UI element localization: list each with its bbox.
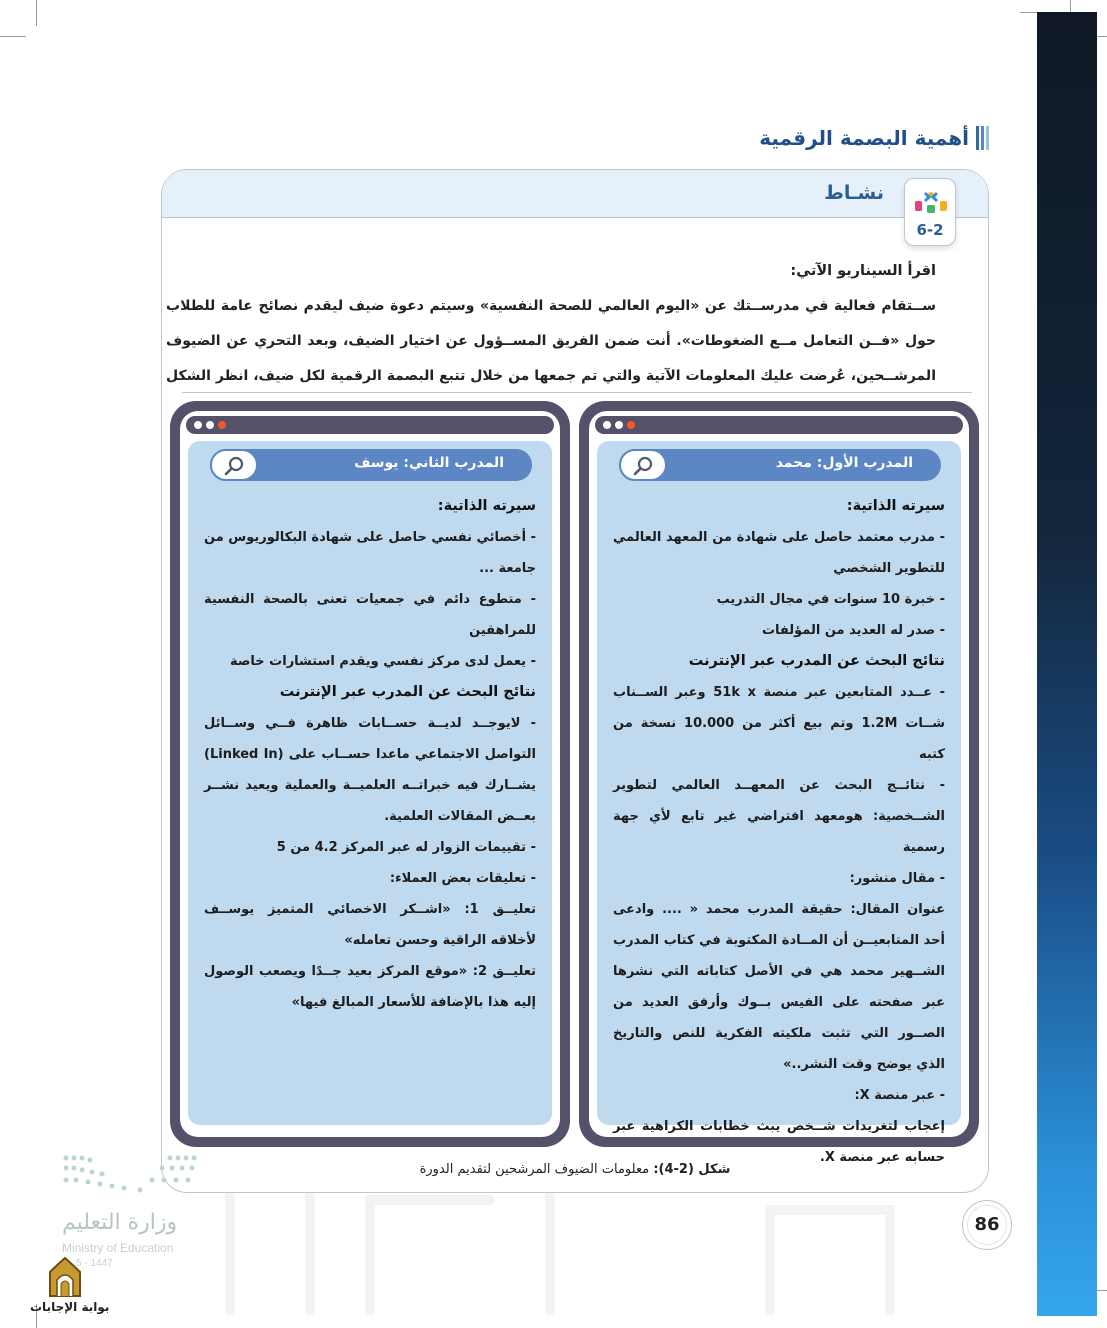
browser-window — [589, 411, 969, 1165]
crop-mark — [0, 36, 26, 37]
intro-paragraph: ســتقام فعالية في مدرســتك عن «اليوم العالمي للصحة النفسية» وسيتم دعوة ضيف ليقدم نصائح عامة للطلاب حول «فــن التعامل مــع الضغوطات». أنت ضمن الفريق المســؤول عن اختيار الضيف، وبعد التحري عن الضيوف المرشــحين، عُرضت عليك المعلومات الآتية والتي تم جمعها من خلال تتبع البصمة الرقمية لكل ضيف، انظر الشكل — [166, 298, 936, 384]
bio-item: - مدرب معتمد حاصل على شهادة من المعهد العالمي للتطوير الشخصي — [613, 530, 945, 576]
browser-tab-bar — [186, 416, 554, 434]
bio-item: - خبرة 10 سنوات في مجال التدريب — [716, 592, 945, 607]
activity-number: 6-2 — [916, 221, 944, 239]
search-button[interactable] — [210, 449, 258, 481]
page-edge-strip — [1037, 12, 1097, 1316]
result-item: - تقييمات الزوار له عبر المركز 4.2 من 5 — [276, 840, 536, 855]
page-number-badge — [962, 1200, 1012, 1250]
trainer-name: المدرب الثاني: يوسف — [354, 455, 504, 471]
activity-icon — [905, 181, 957, 221]
result-item: - نتائــج البحث عن المعهــد العالمي لتطوير الشــخصية: هومعهد افتراضي غير تابع لأي جهة رسمية — [613, 778, 945, 855]
window-dot-icon — [627, 421, 635, 429]
portal-name: بوابة الإجابات — [30, 1300, 110, 1314]
bio-item: - صدر له العديد من المؤلفات — [761, 623, 945, 638]
search-bar[interactable] — [210, 449, 532, 481]
title-accent-bars — [976, 126, 990, 150]
bio-item: - أخصائي نفسي حاصل على شهادة البكالوريوس من جامعة ... — [204, 530, 536, 576]
browser-tab-bar — [595, 416, 963, 434]
bio-item: - متطوع دائم في جمعيات تعنى بالصحة النفسية للمراهقين — [204, 592, 536, 638]
result-item: عنوان المقال: حقيقة المدرب محمد « .... وادعى أحد المتابعيــن أن المــادة المكتوبة في كتاب المدرب الشــهير محمد هي في الأصل كتاباته التي نشرها عبر صفحته على الفيس بــوك وأرفق العديد من الصــور التي تثبت ملكيته الفكرية للنص والتاريخ الذي يوضح وقت النشر..» — [613, 902, 945, 1072]
result-item: - مقال منشور: — [849, 871, 945, 886]
browser-panel-trainer-1 — [579, 401, 979, 1165]
search-icon — [224, 456, 246, 476]
search-button[interactable] — [619, 449, 667, 481]
activity-card — [161, 169, 989, 1193]
result-item: - تعليقات بعض العملاء: — [389, 871, 536, 886]
bio-heading: سيرته الذاتية: — [437, 498, 536, 514]
search-icon — [633, 456, 655, 476]
activity-header — [162, 170, 988, 218]
trainer-name: المدرب الأول: محمد — [775, 455, 913, 471]
browser-window — [180, 411, 560, 1137]
search-bar[interactable] — [619, 449, 941, 481]
browser-panel-trainer-2 — [170, 401, 570, 1147]
window-dot-icon — [206, 421, 214, 429]
browser-content — [597, 441, 961, 1165]
window-dot-icon — [615, 421, 623, 429]
figure-label: شكل (2-4): — [653, 1162, 731, 1177]
figure-caption-text: معلومات الضيوف المرشحين لتقديم الدورة — [419, 1162, 650, 1177]
result-item: تعليــق 1: «اشــكر الاخصائي المتميز يوســف لأخلاقه الراقية وحسن تعامله» — [204, 902, 537, 948]
result-item: - لايوجــد لديــة حســابات ظاهرة فــي وســائل التواصل الاجتماعي ماعدا حســاب على (Linked In) يشــارك فيه خبراتــه العلميــة والعملية ويعيد نشــر بعــض المقالات العلمية. — [204, 716, 536, 824]
intro-heading: اقرأ السيناريو الآتي: — [790, 263, 936, 279]
trainer-info — [204, 491, 536, 1018]
crop-mark — [36, 0, 37, 26]
ministry-name-english: Ministry of Education — [62, 1241, 174, 1255]
result-item: إعجاب لتغريدات شــخص يبث خطابات الكراهية عبر حسابه عبر منصة X. — [613, 1119, 945, 1165]
result-item: - عــدد المتابعين عبر منصة x ‏51k وعبر الســناب شــات 1.2M وتم بيع أكثر من 10.000 نسخة من كتبه — [613, 685, 946, 762]
figure-caption — [162, 1162, 988, 1177]
page-title: أهمية البصمة الرقمية — [759, 126, 969, 150]
window-dot-icon — [603, 421, 611, 429]
edition-year: 5 - 1447 — [76, 1258, 113, 1269]
result-item: - عبر منصة X: — [854, 1088, 945, 1103]
results-heading: نتائج البحث عن المدرب عبر الإنترنت — [279, 684, 536, 700]
browser-content — [188, 441, 552, 1125]
bio-item: - يعمل لدى مركز نفسي ويقدم استشارات خاصة — [229, 654, 536, 669]
window-dot-icon — [218, 421, 226, 429]
activity-badge — [904, 178, 956, 246]
window-dot-icon — [194, 421, 202, 429]
divider — [182, 392, 972, 393]
trainer-info — [613, 491, 945, 1173]
bio-heading: سيرته الذاتية: — [846, 498, 945, 514]
portal-logo-icon — [44, 1256, 86, 1300]
ministry-logo-icon — [62, 1152, 198, 1198]
activity-label: نشـاط — [824, 182, 884, 204]
ministry-name-arabic: وزارة التعليم — [62, 1210, 178, 1235]
results-heading: نتائج البحث عن المدرب عبر الإنترنت — [688, 653, 945, 669]
page-number: 86 — [974, 1214, 1000, 1235]
result-item: تعليــق 2: «موقع المركز بعيد جــدًا ويصعب الوصول إليه هذا بالإضافة للأسعار المبالغ فيها» — [204, 964, 536, 1010]
